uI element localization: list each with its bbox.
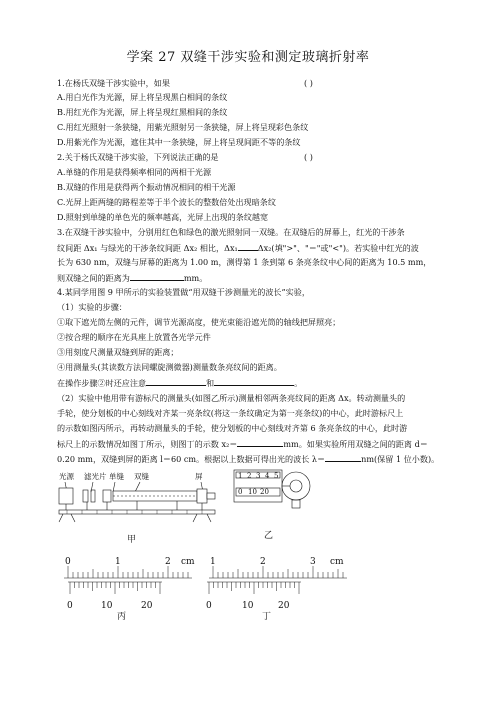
ding-main-2: 2 [260, 557, 266, 567]
q1-answer-paren[interactable]: ( ) [304, 78, 313, 88]
q1-option-d: D.用紫光作为光源，遮住其中一条狭缝，屏上将呈现间距不等的条纹 [57, 137, 301, 147]
figure-ding-vernier [202, 552, 352, 620]
ding-main-1: 1 [210, 557, 216, 567]
q4-blank-note-2[interactable] [214, 377, 294, 386]
q4-part2-line-5-b: nm(保留 1 位小数)。 [361, 454, 440, 464]
q3-line-2 [57, 242, 419, 253]
q3-line-3: 长为 630 nm，双缝与屏幕的距离为 1.00 m，测得第 1 条到第 6 条亮条纹中心间的距离为 10.5 mm， [57, 257, 432, 267]
yi-vernier-0: 0 [238, 488, 243, 496]
q4-step-note [57, 377, 302, 388]
bing-vernier-20: 20 [141, 601, 153, 611]
q4-sub1: （1）实验的步骤： [57, 302, 127, 312]
q4-step-note-a: 在操作步骤②时还应注意 [57, 378, 147, 388]
q4-part2-line-1: （2）实验中他用带有游标尺的测量头(如图乙所示)测量相邻两条亮纹间的距离 Δx。转动测量头的 [57, 393, 406, 403]
q4-part2-line-4-b: mm。如果实验所用双缝之间的距离 d＝ [283, 439, 428, 449]
q3-line-2-a: 纹间距 Δx₁ 与绿光的干涉条纹间距 Δx₂ 相比，Δx₁ [57, 243, 238, 253]
figure-bing-vernier [57, 552, 195, 620]
bing-vernier-0: 0 [67, 601, 73, 611]
ding-main-unit: cm [330, 557, 344, 567]
q3-line-4 [57, 272, 207, 283]
yi-main-2: 2 [247, 472, 252, 480]
yi-vernier-20: 20 [260, 488, 269, 496]
q3-line-4-a: 则双缝之间的距离为 [57, 273, 130, 283]
caption-yi: 乙 [264, 531, 274, 541]
q4-step-1: ①取下遮光筒左侧的元件，调节光源高度，使光束能沿遮光筒的轴线把屏照亮； [57, 317, 341, 327]
q4-step-3: ③用刻度尺测量双缝到屏的距离； [57, 347, 179, 357]
bing-vernier-10: 10 [101, 601, 113, 611]
q3-line-1: 3.在双缝干涉实验中，分别用红色和绿色的激光照射同一双缝。在双缝后的屏幕上，红光的干涉条 [57, 227, 405, 237]
ding-vernier-20: 20 [278, 601, 290, 611]
q3-blank-compare[interactable] [238, 242, 258, 251]
yi-vernier-10: 10 [248, 488, 257, 496]
q4-line-1: 4.某同学用图 9 甲所示的实验装置做“用双缝干涉测量光的波长”实验， [57, 287, 310, 297]
q4-blank-x2[interactable] [237, 438, 283, 447]
q2-option-d: D.照射到单缝的单色光的频率越高，光屏上出现的条纹越宽 [57, 212, 269, 222]
q4-part2-line-4-a: 标尺上的示数情况如图丁所示，则图丁的示数 x₂＝ [57, 439, 238, 449]
ding-vernier-10: 10 [242, 601, 254, 611]
label-light-source: 光源 [59, 472, 74, 481]
q4-part2-line-2: 手轮，使分划板的中心刻线对齐某一亮条纹(将这一条纹确定为第一亮条纹)的中心，此时游标尺上 [57, 408, 404, 418]
q4-blank-wavelength[interactable] [325, 453, 361, 462]
caption-jia: 甲 [127, 535, 137, 545]
q2-answer-paren[interactable]: ( ) [304, 152, 313, 162]
bing-main-1: 1 [115, 557, 121, 567]
label-screen: 屏 [195, 472, 203, 481]
yi-main-1: 1 [238, 472, 243, 480]
q1-option-b: B.用红光作为光源，屏上将呈现红黑相间的条纹 [57, 107, 228, 117]
q3-line-2-b: Δx₂(填">"、"＝"或"<")。若实验中红光的波 [257, 243, 419, 253]
q1-option-c: C.用红光照射一条狭缝，用紫光照射另一条狭缝，屏上将呈现彩色条纹 [57, 122, 309, 132]
ding-main-3: 3 [310, 557, 316, 567]
q4-part2-line-5 [57, 453, 439, 464]
q4-part2-line-3: 的示数如图丙所示，再转动测量头的手轮，使分划板的中心刻线对齐第 6 条亮条纹的中心，此时游 [57, 423, 408, 433]
q3-line-4-b: mm。 [183, 273, 208, 283]
yi-main-3: 3 [256, 472, 261, 480]
bing-main-0: 0 [65, 557, 71, 567]
figure-jia-apparatus [57, 470, 217, 548]
yi-main-5: 5 [274, 472, 279, 480]
q4-step-note-c: 。 [294, 378, 303, 388]
q2-option-b: B.双缝的作用是获得两个振动情况相同的相干光源 [57, 182, 236, 192]
label-filter: 滤光片 [84, 472, 107, 481]
q4-step-2: ②按合理的顺序在光具座上放置各光学元件 [57, 332, 211, 342]
q3-blank-slit-distance[interactable] [130, 272, 184, 281]
q2-stem: 2.关于杨氏双缝干涉实验，下列说法正确的是 [57, 152, 219, 162]
page-title: 学案 27 双缝干涉实验和测定玻璃折射率 [126, 50, 370, 65]
label-double-slit: 双缝 [134, 472, 149, 481]
q1-option-a: A.用白光作为光源，屏上将呈现黑白相间的条纹 [57, 92, 228, 102]
q4-part2-line-5-a: 0.20 mm，双缝到屏的距离 l＝60 cm。根据以上数据可得出光的波长 λ＝ [57, 454, 326, 464]
label-single-slit: 单缝 [109, 472, 124, 481]
q2-option-c: C.光屏上距两缝的路程差等于半个波长的整数倍处出现暗条纹 [57, 197, 276, 207]
q2-option-a: A.单缝的作用是获得频率相同的两相干光源 [57, 167, 212, 177]
q4-step-note-b: 和 [206, 378, 215, 388]
q4-blank-note-1[interactable] [146, 377, 206, 386]
q4-step-4: ④用测量头(其读数方法同螺旋测微器)测量数条亮纹间的距离。 [57, 362, 282, 372]
bing-main-unit: cm [181, 557, 195, 567]
caption-bing: 丙 [117, 612, 127, 620]
figure-yi-measuring-head [232, 466, 314, 546]
yi-main-4: 4 [265, 472, 270, 480]
ding-vernier-0: 0 [206, 601, 212, 611]
caption-ding: 丁 [262, 612, 272, 620]
bing-main-2: 2 [165, 557, 171, 567]
q1-stem: 1.在杨氏双缝干涉实验中，如果 [57, 78, 170, 88]
q4-part2-line-4 [57, 438, 428, 449]
